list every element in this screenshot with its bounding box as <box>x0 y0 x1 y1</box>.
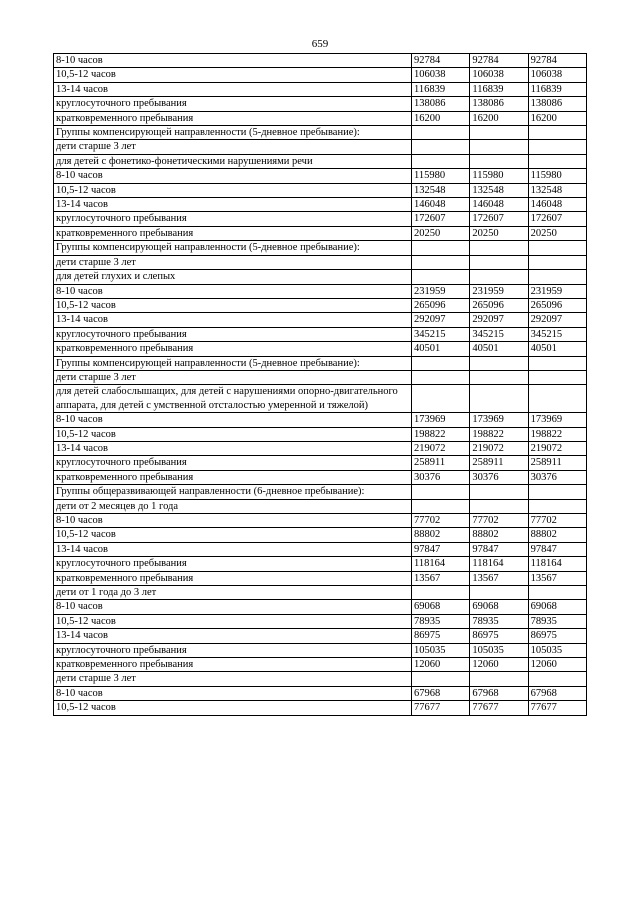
row-value-1: 258911 <box>412 456 470 470</box>
row-label: 8-10 часов <box>54 600 412 614</box>
row-value-1: 118164 <box>412 557 470 571</box>
row-value-1: 345215 <box>412 327 470 341</box>
row-label: круглосуточного пребывания <box>54 327 412 341</box>
row-label: 8-10 часов <box>54 54 412 68</box>
row-value-2: 69068 <box>470 600 528 614</box>
row-value-3: 78935 <box>528 614 586 628</box>
table-row <box>54 385 587 413</box>
row-value-1: 13567 <box>412 571 470 585</box>
page-number: 659 <box>311 38 329 50</box>
row-label: кратковременного пребывания <box>54 658 412 672</box>
row-label: 10,5-12 часов <box>54 614 412 628</box>
row-value-2: 77702 <box>470 514 528 528</box>
table-row <box>54 183 587 197</box>
row-value-2: 219072 <box>470 441 528 455</box>
row-value-1: 106038 <box>412 68 470 82</box>
row-value-2: 20250 <box>470 226 528 240</box>
row-value-2 <box>470 356 528 370</box>
row-label: 10,5-12 часов <box>54 427 412 441</box>
row-value-3: 106038 <box>528 68 586 82</box>
row-label: кратковременного пребывания <box>54 342 412 356</box>
row-value-1 <box>412 270 470 284</box>
table-row <box>54 470 587 484</box>
row-value-2: 40501 <box>470 342 528 356</box>
row-label: 8-10 часов <box>54 284 412 298</box>
row-value-1 <box>412 672 470 686</box>
table-row <box>54 255 587 269</box>
row-label: дети старше 3 лет <box>54 255 412 269</box>
row-value-2: 115980 <box>470 169 528 183</box>
row-value-3 <box>528 140 586 154</box>
row-value-1: 219072 <box>412 441 470 455</box>
row-label: 13-14 часов <box>54 441 412 455</box>
row-label: Группы общеразвивающей направленности (6-дневное пребывание): <box>54 485 412 499</box>
row-value-2: 106038 <box>470 68 528 82</box>
row-value-1: 88802 <box>412 528 470 542</box>
row-label: круглосуточного пребывания <box>54 643 412 657</box>
row-label: 13-14 часов <box>54 542 412 556</box>
row-value-3: 116839 <box>528 82 586 96</box>
table-row <box>54 499 587 513</box>
row-value-1 <box>412 370 470 384</box>
row-value-2: 265096 <box>470 298 528 312</box>
row-value-3: 231959 <box>528 284 586 298</box>
table-row <box>54 68 587 82</box>
row-label: 13-14 часов <box>54 313 412 327</box>
row-value-3 <box>528 270 586 284</box>
row-label: для детей с фонетико-фонетическими нарушениями речи <box>54 154 412 168</box>
row-value-1: 198822 <box>412 427 470 441</box>
row-value-2: 86975 <box>470 629 528 643</box>
tariff-table <box>53 53 587 716</box>
row-label: 10,5-12 часов <box>54 68 412 82</box>
row-label: круглосуточного пребывания <box>54 456 412 470</box>
row-value-1: 172607 <box>412 212 470 226</box>
row-value-2: 13567 <box>470 571 528 585</box>
row-value-3: 86975 <box>528 629 586 643</box>
row-value-2: 97847 <box>470 542 528 556</box>
table-row <box>54 212 587 226</box>
table-body <box>54 54 587 716</box>
row-value-3: 173969 <box>528 413 586 427</box>
row-value-3: 77677 <box>528 701 586 715</box>
row-label: круглосуточного пребывания <box>54 97 412 111</box>
row-value-1: 116839 <box>412 82 470 96</box>
row-value-3 <box>528 672 586 686</box>
row-value-3 <box>528 370 586 384</box>
row-value-1 <box>412 154 470 168</box>
table-row <box>54 298 587 312</box>
row-value-2 <box>470 485 528 499</box>
row-value-3: 67968 <box>528 686 586 700</box>
row-value-3 <box>528 241 586 255</box>
row-value-1: 92784 <box>412 54 470 68</box>
row-value-3: 16200 <box>528 111 586 125</box>
row-value-3 <box>528 499 586 513</box>
row-label: дети от 2 месяцев до 1 года <box>54 499 412 513</box>
row-value-3 <box>528 126 586 140</box>
table-row <box>54 456 587 470</box>
row-label: кратковременного пребывания <box>54 226 412 240</box>
table-row <box>54 557 587 571</box>
row-value-2: 88802 <box>470 528 528 542</box>
row-value-3: 292097 <box>528 313 586 327</box>
row-label: кратковременного пребывания <box>54 111 412 125</box>
row-value-2: 138086 <box>470 97 528 111</box>
row-label: 8-10 часов <box>54 169 412 183</box>
row-label: круглосуточного пребывания <box>54 557 412 571</box>
row-value-2 <box>470 499 528 513</box>
row-value-3 <box>528 255 586 269</box>
row-value-3: 118164 <box>528 557 586 571</box>
row-value-1: 12060 <box>412 658 470 672</box>
table-row <box>54 226 587 240</box>
table-row <box>54 356 587 370</box>
row-value-3: 40501 <box>528 342 586 356</box>
row-value-3: 265096 <box>528 298 586 312</box>
row-value-3: 97847 <box>528 542 586 556</box>
row-label: кратковременного пребывания <box>54 470 412 484</box>
row-value-1: 173969 <box>412 413 470 427</box>
row-value-2: 173969 <box>470 413 528 427</box>
table-row <box>54 198 587 212</box>
row-value-1 <box>412 485 470 499</box>
row-value-3: 69068 <box>528 600 586 614</box>
row-value-2 <box>470 255 528 269</box>
table-row <box>54 313 587 327</box>
table-row <box>54 342 587 356</box>
row-value-3: 12060 <box>528 658 586 672</box>
row-value-2: 16200 <box>470 111 528 125</box>
row-label: 10,5-12 часов <box>54 528 412 542</box>
table-row <box>54 413 587 427</box>
table-row <box>54 586 587 600</box>
row-value-2: 12060 <box>470 658 528 672</box>
row-label: для детей глухих и слепых <box>54 270 412 284</box>
table-row <box>54 427 587 441</box>
row-value-1 <box>412 586 470 600</box>
row-value-1 <box>412 255 470 269</box>
row-value-2 <box>470 154 528 168</box>
row-value-2 <box>470 126 528 140</box>
row-label: круглосуточного пребывания <box>54 212 412 226</box>
row-value-3: 88802 <box>528 528 586 542</box>
row-label: Группы компенсирующей направленности (5-дневное пребывание): <box>54 126 412 140</box>
row-value-1: 132548 <box>412 183 470 197</box>
row-value-3: 77702 <box>528 514 586 528</box>
row-value-3: 105035 <box>528 643 586 657</box>
table-row <box>54 672 587 686</box>
row-value-2: 172607 <box>470 212 528 226</box>
row-value-1: 78935 <box>412 614 470 628</box>
row-value-1: 16200 <box>412 111 470 125</box>
row-label: 10,5-12 часов <box>54 701 412 715</box>
table-row <box>54 441 587 455</box>
table-row <box>54 140 587 154</box>
table-row <box>54 514 587 528</box>
table-row <box>54 643 587 657</box>
row-value-3: 132548 <box>528 183 586 197</box>
row-value-2: 30376 <box>470 470 528 484</box>
row-value-3: 30376 <box>528 470 586 484</box>
row-value-1: 115980 <box>412 169 470 183</box>
table-row <box>54 241 587 255</box>
row-value-1: 67968 <box>412 686 470 700</box>
row-label: 13-14 часов <box>54 82 412 96</box>
row-value-3: 20250 <box>528 226 586 240</box>
row-label: 8-10 часов <box>54 413 412 427</box>
row-value-2: 67968 <box>470 686 528 700</box>
table-row <box>54 126 587 140</box>
row-value-1: 69068 <box>412 600 470 614</box>
table-row <box>54 270 587 284</box>
row-value-2: 77677 <box>470 701 528 715</box>
row-value-2: 198822 <box>470 427 528 441</box>
table-row <box>54 528 587 542</box>
table-row <box>54 154 587 168</box>
row-value-3: 345215 <box>528 327 586 341</box>
table-row <box>54 284 587 298</box>
row-label: дети старше 3 лет <box>54 672 412 686</box>
row-value-1 <box>412 126 470 140</box>
row-value-3 <box>528 385 586 413</box>
row-label: Группы компенсирующей направленности (5-дневное пребывание): <box>54 356 412 370</box>
row-label: кратковременного пребывания <box>54 571 412 585</box>
row-label: 8-10 часов <box>54 686 412 700</box>
row-value-1: 77677 <box>412 701 470 715</box>
row-value-1: 146048 <box>412 198 470 212</box>
table-row <box>54 111 587 125</box>
row-value-1: 40501 <box>412 342 470 356</box>
row-label: Группы компенсирующей направленности (5-дневное пребывание): <box>54 241 412 255</box>
row-value-1 <box>412 140 470 154</box>
row-label: 10,5-12 часов <box>54 183 412 197</box>
row-value-3: 198822 <box>528 427 586 441</box>
row-value-2: 118164 <box>470 557 528 571</box>
row-value-2 <box>470 586 528 600</box>
row-label: дети от 1 года до 3 лет <box>54 586 412 600</box>
row-value-1: 265096 <box>412 298 470 312</box>
row-value-2: 116839 <box>470 82 528 96</box>
row-value-2: 146048 <box>470 198 528 212</box>
row-value-1: 105035 <box>412 643 470 657</box>
row-value-3 <box>528 154 586 168</box>
row-value-3: 92784 <box>528 54 586 68</box>
row-value-2 <box>470 385 528 413</box>
row-label: для детей слабослышащих, для детей с нарушениями опорно-двигательного аппарата, для детей с умственной отсталостью умеренной и тяжелой) <box>54 385 412 413</box>
row-value-1: 30376 <box>412 470 470 484</box>
table-row <box>54 97 587 111</box>
row-label: дети старше 3 лет <box>54 370 412 384</box>
row-value-1 <box>412 356 470 370</box>
row-value-2 <box>470 241 528 255</box>
row-label: 8-10 часов <box>54 514 412 528</box>
row-value-1 <box>412 241 470 255</box>
row-value-3: 172607 <box>528 212 586 226</box>
row-value-2: 92784 <box>470 54 528 68</box>
table-row <box>54 686 587 700</box>
row-label: 13-14 часов <box>54 198 412 212</box>
row-value-2: 132548 <box>470 183 528 197</box>
table-row <box>54 629 587 643</box>
table-row <box>54 542 587 556</box>
row-label: 13-14 часов <box>54 629 412 643</box>
row-value-2: 258911 <box>470 456 528 470</box>
row-value-2 <box>470 270 528 284</box>
row-value-3: 219072 <box>528 441 586 455</box>
row-value-1: 138086 <box>412 97 470 111</box>
table-row <box>54 701 587 715</box>
row-value-1: 20250 <box>412 226 470 240</box>
table-row <box>54 54 587 68</box>
row-value-1: 231959 <box>412 284 470 298</box>
row-value-3: 138086 <box>528 97 586 111</box>
row-label: дети старше 3 лет <box>54 140 412 154</box>
table-row <box>54 169 587 183</box>
row-value-3 <box>528 485 586 499</box>
row-value-2 <box>470 140 528 154</box>
row-value-1: 86975 <box>412 629 470 643</box>
table-row <box>54 327 587 341</box>
row-value-1: 77702 <box>412 514 470 528</box>
row-value-2 <box>470 370 528 384</box>
row-value-1: 97847 <box>412 542 470 556</box>
row-value-1 <box>412 385 470 413</box>
row-value-2: 78935 <box>470 614 528 628</box>
row-value-1: 292097 <box>412 313 470 327</box>
table-row <box>54 82 587 96</box>
row-value-2: 292097 <box>470 313 528 327</box>
row-value-2 <box>470 672 528 686</box>
table-row <box>54 485 587 499</box>
table-row <box>54 370 587 384</box>
row-value-1 <box>412 499 470 513</box>
table-row <box>54 571 587 585</box>
table-row <box>54 658 587 672</box>
row-value-3: 13567 <box>528 571 586 585</box>
table-row <box>54 614 587 628</box>
row-value-2: 345215 <box>470 327 528 341</box>
row-value-3 <box>528 586 586 600</box>
table-row <box>54 600 587 614</box>
row-value-3: 146048 <box>528 198 586 212</box>
row-value-3 <box>528 356 586 370</box>
row-label: 10,5-12 часов <box>54 298 412 312</box>
row-value-3: 258911 <box>528 456 586 470</box>
row-value-2: 231959 <box>470 284 528 298</box>
row-value-3: 115980 <box>528 169 586 183</box>
row-value-2: 105035 <box>470 643 528 657</box>
